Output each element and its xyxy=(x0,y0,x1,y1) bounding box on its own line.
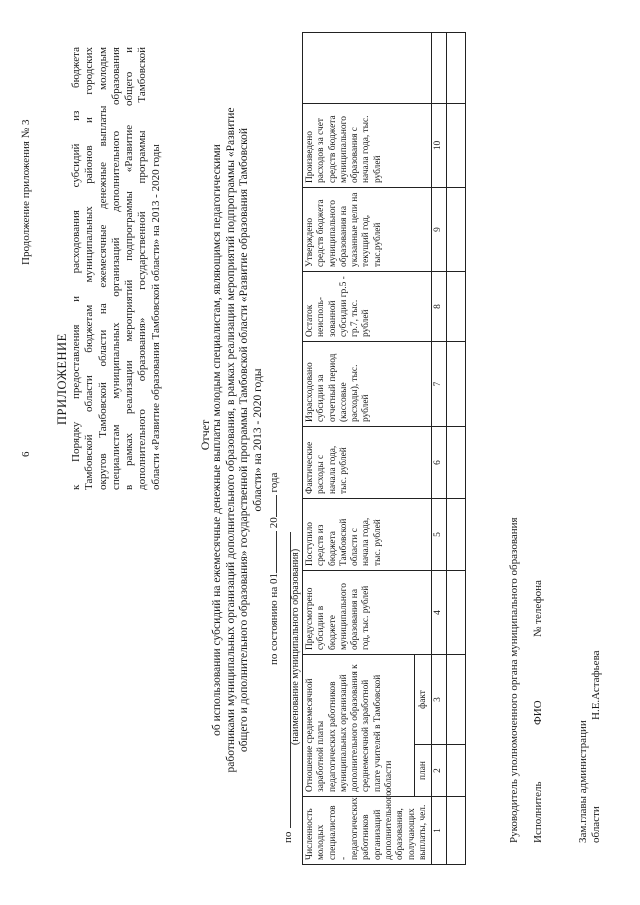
data-cell xyxy=(446,187,465,271)
header-cell: Произведено расходов за счет средств бюджета муниципального образования с начала года, тыс. рублей xyxy=(303,103,432,187)
report-subtitle-line: области» на 2013 - 2020 годы xyxy=(251,368,264,512)
appendix-line: специалистам муниципальных организаций дополнительного образования xyxy=(109,47,122,490)
column-number: 1 xyxy=(432,797,446,865)
appendix-title: ПРИЛОЖЕНИЕ xyxy=(55,333,69,425)
appendix-line: области «Развитие образования Тамбовской области» на 2013 - 2020 годы xyxy=(149,144,162,490)
subheader-cell: факт xyxy=(415,654,432,744)
blank-cell xyxy=(432,32,446,103)
column-number: 4 xyxy=(432,570,446,654)
report-subtitle-line: работниками муниципальных организаций дополнительного образования, в рамках реализации мероприятий подпрограммы «Развитие xyxy=(224,107,237,773)
data-cell xyxy=(446,32,465,103)
report-title: Отчет xyxy=(198,419,212,451)
blank-header-cell xyxy=(303,32,432,103)
appendix-line: дополнительного образования» государственной программы Тамбовской xyxy=(136,47,149,490)
header-cell: Отношение среднемесячной заработной платы педагогических работников муниципальных организаций дополнительного образования к среднемесячной заработной плате учителей в Тамбовской области xyxy=(303,654,415,796)
data-cell xyxy=(446,271,465,341)
year-blank xyxy=(266,495,277,517)
header-row xyxy=(303,32,415,864)
column-number: 6 xyxy=(432,426,446,498)
data-cell xyxy=(446,103,465,187)
column-number: 7 xyxy=(432,341,446,426)
report-subtitle xyxy=(211,80,265,800)
date-blank xyxy=(266,531,277,573)
appendix-line: Тамбовской области бюджетам муниципальных районов и городских xyxy=(83,47,96,490)
header-cell: Утверждено средств бюджета муниципального образования на указанные цели на текущий год, тыс.рублей xyxy=(303,187,432,271)
fio-label: ФИО xyxy=(532,700,544,725)
status-year: 20 xyxy=(268,517,280,529)
column-number: 5 xyxy=(432,498,446,570)
appendix-line: округов Тамбовской области на ежемесячные денежные выплаты молодым xyxy=(96,47,109,490)
data-cell xyxy=(446,341,465,426)
data-cell xyxy=(446,570,465,654)
report-subtitle-line: об использовании субсидий на ежемесячные денежные выплаты молодым специалистам, являющимся педагогическими xyxy=(211,144,223,736)
municipality-caption: (наименование муниципального образования) xyxy=(290,548,301,745)
header-cell: Фактические расходы с начала года, тыс. рублей xyxy=(303,426,432,498)
deputy-name: Н.Е.Астафьева xyxy=(590,650,602,720)
header-cell: Поступило средств из бюджета Тамбовской области с начала года, тыс. рублей xyxy=(303,498,432,570)
subheader-cell: план xyxy=(415,745,432,797)
data-cell xyxy=(446,498,465,570)
report-table xyxy=(302,32,466,865)
data-cell xyxy=(446,426,465,498)
appendix-text xyxy=(70,47,163,490)
column-number: 8 xyxy=(432,271,446,341)
executor-label: Исполнитель xyxy=(532,781,544,843)
data-cell xyxy=(446,797,465,865)
status-date-line xyxy=(266,473,280,665)
header-cell: Численность молодых специалистов - педагогических работников организаций дополнительного образования, получающих выплаты, чел. xyxy=(303,797,432,865)
data-cell xyxy=(446,745,465,797)
appendix-line: в рамках реализации мероприятий подпрограммы «Развитие общего и xyxy=(123,47,136,490)
appendix-line: к Порядку предоставления и расходования субсидий из бюджета xyxy=(70,47,82,490)
data-cell xyxy=(446,654,465,744)
phone-label: № телефона xyxy=(532,580,544,637)
column-number: 10 xyxy=(432,103,446,187)
deputy-title-line1: Зам.главы администрации xyxy=(577,720,589,843)
head-signature-label: Руководитель уполномоченного органа муниципального образования xyxy=(508,517,520,843)
column-number: 3 xyxy=(432,654,446,744)
header-cell: Предусмотрено субсидии в бюджете муниципального образования на год, тыс. рублей xyxy=(303,570,432,654)
page-number: 6 xyxy=(20,451,32,457)
po-label: по xyxy=(282,831,294,843)
header-cell: Израсходовано субсидии за отчетный период (кассовые расходы), тыс. рублей xyxy=(303,341,432,426)
continuation-note: Продолжение приложения № 3 xyxy=(20,119,32,265)
report-subtitle-line: общего и дополнительного образования» государственной программы Тамбовской области «Развитие образования Тамбовской xyxy=(238,127,250,753)
header-cell: Остаток неисполь-зованной субсидии гр.5 - гр.7, тыс. рублей xyxy=(303,271,432,341)
column-number: 9 xyxy=(432,187,446,271)
column-number: 2 xyxy=(432,745,446,797)
deputy-title-line2: области xyxy=(590,806,602,843)
data-row xyxy=(446,32,465,864)
numbering-row xyxy=(432,32,446,864)
status-suffix: года xyxy=(268,472,280,493)
status-prefix: по состоянию на 01 xyxy=(268,573,280,665)
